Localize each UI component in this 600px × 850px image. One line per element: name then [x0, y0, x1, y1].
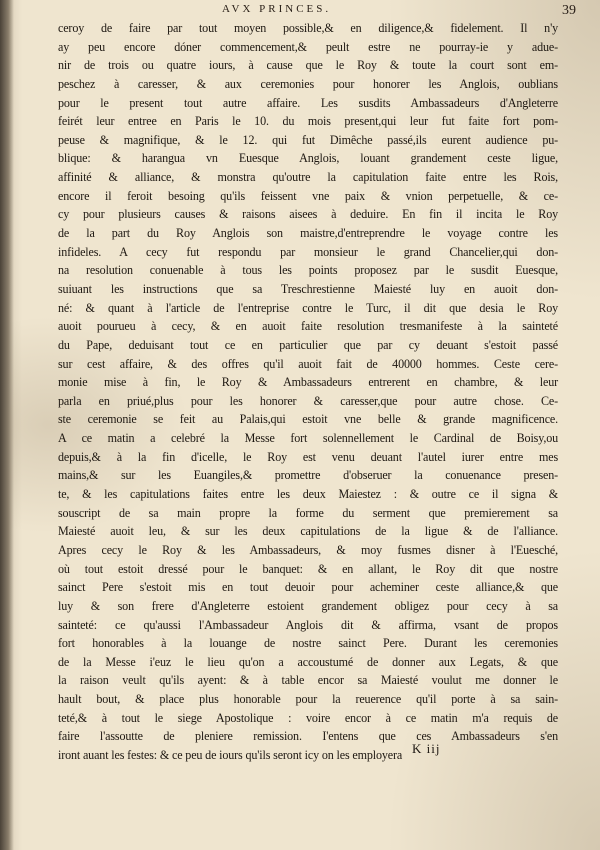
text-line: suiuant les instructions que sa Treschrestienne Maiesté luy en auoit don-: [58, 281, 558, 296]
text-line: mains,& sur les Euangiles,& promettre d'obseruer la conuenance presen-: [58, 468, 558, 483]
text-line: pour le present tout autre affaire. Les susdits Ambassadeurs d'Angleterre: [58, 95, 558, 110]
text-line: sainct Pere s'estoit mis en tout deuoir pour acheminer ceste alliance,& que: [58, 580, 558, 595]
text-line: fort honorables à la louange de nostre sainct Pere. Durant les ceremonies: [58, 636, 558, 651]
text-line: de la Messe i'euz le lieu qu'on a accoustumé de donner aux Legats, & que: [58, 654, 558, 669]
page-gutter-shadow: [0, 0, 14, 850]
text-line: faire l'assoutte de pleniere remission. I'entens que ces Ambassadeurs s'en: [58, 729, 558, 744]
text-line: luy & son frere d'Angleterre estoient grandement obligez pour cecy à sa: [58, 598, 558, 613]
text-line: né: & quant à l'article de l'entreprise contre le Turc, il dit que desia le Roy: [58, 300, 558, 315]
text-line: affinité & alliance, & monstra qu'outre la capitulation faite entre les Rois,: [58, 170, 558, 185]
text-line: de la part du Roy Anglois son maistre,d'entreprendre le voyage contre les: [58, 226, 558, 241]
text-line: sainteté: ce qu'aussi l'Ambassadeur Anglois dit & affirma, vsant de propos: [58, 617, 558, 632]
text-line: te, & les capitulations faites entre les deux Maiestez : & outre ce il signa &: [58, 487, 558, 502]
text-line: teté,& à tout le siege Apostolique : voire encor à ce matin m'a requis de: [58, 710, 558, 725]
text-line: où tout estoit dressé pour le banquet: & en allant, le Roy dit que nostre: [58, 561, 558, 576]
text-line: Maiesté auoit leu, & sur les deux capitulations de la ligue & de l'alliance.: [58, 524, 558, 539]
body-text: [58, 19, 558, 765]
text-line: iront auant les festes: & ce peu de iours qu'ils seront icy on les employera: [58, 747, 403, 762]
text-line: feirét leur entree en Paris le 10. du mois present,qui leur fut faite fort pom-: [58, 114, 558, 129]
text-line: blique: & harangua vn Euesque Anglois, louant grandement ceste ligue,: [58, 151, 558, 166]
running-head: AVX PRINCES.: [222, 3, 332, 15]
page-number: 39: [562, 3, 576, 18]
text-line: parla en priué,plus pour les honorer & caresser,que pour autre chose. Ce-: [58, 393, 558, 408]
text-line: monie mise à fin, le Roy & Ambassadeurs entrerent en chambre, & leur: [58, 375, 558, 390]
text-line: na resolution conuenable à tous les points proposez par le susdit Euesque,: [58, 263, 558, 278]
text-line: A ce matin a celebré la Messe fort solennellement le Cardinal de Boisy,ou: [58, 431, 558, 446]
text-line: hault bout, & place plus honorable pour la reuerence qu'il porte à sa sain-: [58, 692, 558, 707]
text-line: du Pape, deduisant tout ce en particulier que par cy deuant s'estoit passé: [58, 337, 558, 352]
text-line: encore il feroit besoing qu'ils feissent vne paix & vnion perpetuelle, & ce-: [58, 188, 558, 203]
text-line: la raison veult qu'ils ayent: & à table encor sa Maiesté voulut me donner le: [58, 673, 558, 688]
text-line: ay peu encore dóner commencement,& peult estre ne pourray-ie y adue-: [58, 39, 558, 54]
text-line: ceroy de faire par tout moyen possible,& en diligence,& fidelement. Il n'y: [58, 21, 558, 35]
text-line: peuse & magnifique, & le 12. qui fut Dimêche passé,ils eurent audience pu-: [58, 132, 558, 147]
signature-mark: K iij: [412, 741, 441, 756]
text-line: ste ceremonie se feit au Palais,qui estoit vne belle & grande magnificence.: [58, 412, 558, 427]
text-line: auoit pourueu à cecy, & en auoit faite resolution tresmanifeste à la sainteté: [58, 319, 558, 334]
text-line: nir de trois ou quatre iours, à cause que le Roy & toute la court sont em-: [58, 58, 558, 73]
text-line: Apres cecy le Roy & les Ambassadeurs, & moy fusmes disner à l'Euesché,: [58, 542, 558, 557]
text-line: peschez à caresser, & aux ceremonies pour honorer les Anglois, oublians: [58, 76, 558, 91]
text-line: souscript de sa main propre la forme du serment que premierement sa: [58, 505, 558, 520]
text-line: infideles. A cecy fut respondu par monsieur le grand Chancelier,qui don-: [58, 244, 558, 259]
text-line: sur cest affaire, & des offres qu'il auoit fait de 40000 hommes. Ceste cere-: [58, 356, 558, 371]
text-line: depuis,& à la fin d'icelle, le Roy est venu deuant l'autel iurer entre mes: [58, 449, 558, 464]
text-line: cy pour plusieurs causes & raisons aisees à deduire. En fin il incita le Roy: [58, 207, 558, 222]
